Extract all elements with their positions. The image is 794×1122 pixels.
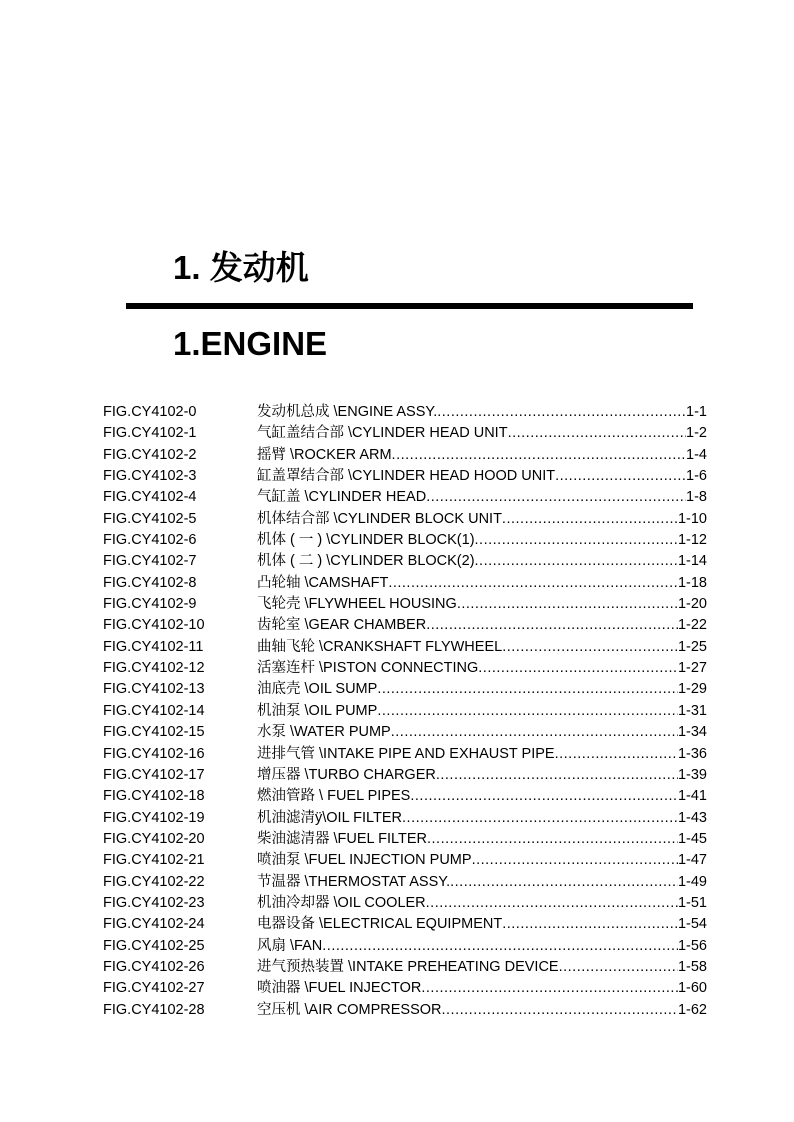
section-title: 水泵 \WATER PUMP xyxy=(257,724,391,741)
figure-number: FIG.CY4102-13 xyxy=(103,681,205,698)
toc-entry[interactable] xyxy=(103,530,707,551)
dot-leader xyxy=(555,744,678,765)
section-title: 机油冷却器 \OIL COOLER xyxy=(257,894,426,911)
toc-entry[interactable] xyxy=(103,914,707,935)
page-number: 1-22 xyxy=(677,617,707,634)
section-title: 燃油管路 \ FUEL PIPES xyxy=(257,788,411,805)
toc-entry[interactable] xyxy=(103,744,707,765)
entry-line xyxy=(257,829,707,850)
dot-leader xyxy=(322,936,678,957)
figure-number: FIG.CY4102-4 xyxy=(103,489,197,506)
entry-line xyxy=(257,551,707,572)
figure-number: FIG.CY4102-12 xyxy=(103,660,205,677)
toc-entry[interactable] xyxy=(103,1000,707,1021)
page-number: 1-51 xyxy=(677,894,707,911)
entry-line xyxy=(257,594,707,615)
toc-entry[interactable] xyxy=(103,594,707,615)
toc-entry[interactable] xyxy=(103,402,707,423)
section-title: 增压器 \TURBO CHARGER xyxy=(257,766,436,783)
figure-number: FIG.CY4102-0 xyxy=(103,404,197,420)
entry-line xyxy=(257,893,707,914)
section-title: 风扇 \FAN xyxy=(257,937,323,954)
dot-leader xyxy=(442,1000,678,1021)
toc-entry[interactable] xyxy=(103,765,707,786)
chapter-title-english: 1.ENGINE xyxy=(173,325,328,362)
entry-line xyxy=(257,701,707,722)
figure-number: FIG.CY4102-28 xyxy=(103,1001,205,1018)
toc-entry[interactable] xyxy=(103,637,707,658)
figure-number: FIG.CY4102-15 xyxy=(103,724,205,741)
entry-line xyxy=(257,765,707,786)
dot-leader xyxy=(472,850,678,871)
figure-number: FIG.CY4102-23 xyxy=(103,894,205,911)
figure-number: FIG.CY4102-24 xyxy=(103,916,205,933)
page-number: 1-6 xyxy=(686,468,707,485)
entry-line xyxy=(257,850,707,871)
entry-line xyxy=(257,679,707,700)
page-number: 1-49 xyxy=(677,873,707,890)
dot-leader xyxy=(475,530,678,551)
toc-entry[interactable] xyxy=(103,829,707,850)
dot-leader xyxy=(392,445,686,466)
toc-entry[interactable] xyxy=(103,850,707,871)
page-number: 1-8 xyxy=(686,489,707,506)
entry-line xyxy=(257,1000,707,1021)
dot-leader xyxy=(475,551,678,572)
figure-number: FIG.CY4102-5 xyxy=(103,510,197,527)
entry-line xyxy=(257,615,707,636)
section-title: 油底壳 \OIL SUMP xyxy=(257,681,378,698)
section-title: 机油泵 \OIL PUMP xyxy=(257,702,378,719)
title-divider xyxy=(126,303,693,309)
dot-leader xyxy=(457,594,678,615)
page-number: 1-10 xyxy=(677,510,707,527)
dot-leader xyxy=(502,914,678,935)
page-number: 1-41 xyxy=(677,788,707,805)
toc-entry[interactable] xyxy=(103,957,707,978)
figure-number: FIG.CY4102-3 xyxy=(103,468,197,485)
toc-entry[interactable] xyxy=(103,701,707,722)
toc-entry[interactable] xyxy=(103,615,707,636)
figure-number: FIG.CY4102-19 xyxy=(103,809,205,826)
section-title: 气缸盖 \CYLINDER HEAD xyxy=(257,489,427,506)
page-number: 1-18 xyxy=(677,574,707,591)
page-number: 1-14 xyxy=(677,553,707,570)
section-title: 缸盖罩结合部 \CYLINDER HEAD HOOD UNIT xyxy=(257,468,556,485)
section-title: 齿轮室 \GEAR CHAMBER xyxy=(257,617,427,634)
section-title: 节温器 \THERMOSTAT ASSY. xyxy=(257,873,451,890)
dot-leader xyxy=(427,829,678,850)
page-number: 1-58 xyxy=(677,958,707,975)
section-title: 电器设备 \ELECTRICAL EQUIPMENT xyxy=(257,916,503,933)
figure-number: FIG.CY4102-27 xyxy=(103,980,205,997)
section-title: 凸轮轴 \CAMSHAFT xyxy=(257,574,389,591)
toc-entry[interactable] xyxy=(103,466,707,487)
dot-leader xyxy=(391,722,678,743)
page-number: 1-36 xyxy=(677,745,707,762)
section-title: 气缸盖结合部 \CYLINDER HEAD UNIT xyxy=(257,425,508,442)
table-of-contents xyxy=(103,402,707,1021)
section-title: 进气预热装置 \INTAKE PREHEATING DEVICE xyxy=(257,958,559,975)
page-number: 1-34 xyxy=(677,724,707,741)
entry-line xyxy=(257,509,707,530)
page-number: 1-56 xyxy=(677,937,707,954)
section-title: 喷油泵 \FUEL INJECTION PUMP xyxy=(257,852,472,869)
dot-leader xyxy=(377,701,678,722)
section-title: 活塞连杆 \PISTON CONNECTING xyxy=(257,660,479,677)
toc-entry[interactable] xyxy=(103,509,707,530)
page-number: 1-27 xyxy=(677,660,707,677)
entry-line xyxy=(257,487,707,508)
section-title: 机油滤清ÿ\OIL FILTER xyxy=(257,809,403,826)
page-number: 1-4 xyxy=(686,446,707,463)
section-title: 进排气管 \INTAKE PIPE AND EXHAUST PIPE xyxy=(257,745,555,762)
entry-line xyxy=(257,786,707,807)
figure-number: FIG.CY4102-25 xyxy=(103,937,205,954)
figure-number: FIG.CY4102-16 xyxy=(103,745,205,762)
toc-entry[interactable] xyxy=(103,423,707,444)
entry-line xyxy=(257,573,707,594)
toc-entry[interactable] xyxy=(103,936,707,957)
dot-leader xyxy=(478,658,678,679)
page-number: 1-45 xyxy=(677,830,707,847)
entry-line xyxy=(257,914,707,935)
section-title: 摇臂 \ROCKER ARM xyxy=(257,446,392,463)
section-title: 喷油器 \FUEL INJECTOR xyxy=(257,980,422,997)
figure-number: FIG.CY4102-8 xyxy=(103,574,197,591)
section-title: 机体结合部 \CYLINDER BLOCK UNIT xyxy=(257,510,502,527)
dot-leader xyxy=(426,487,686,508)
toc-entry[interactable] xyxy=(103,722,707,743)
toc-entry[interactable] xyxy=(103,551,707,572)
section-title: 柴油滤清器 \FUEL FILTER xyxy=(257,830,427,847)
figure-number: FIG.CY4102-20 xyxy=(103,830,205,847)
dot-leader xyxy=(436,765,678,786)
entry-line xyxy=(257,722,707,743)
dot-leader xyxy=(421,978,678,999)
dot-leader xyxy=(450,872,678,893)
dot-leader xyxy=(502,637,678,658)
entry-line xyxy=(257,423,707,444)
page-number: 1-1 xyxy=(686,404,707,420)
dot-leader xyxy=(508,423,686,444)
figure-number: FIG.CY4102-11 xyxy=(103,638,204,655)
entry-line xyxy=(257,658,707,679)
dot-leader xyxy=(559,957,678,978)
entry-line xyxy=(257,637,707,658)
entry-line xyxy=(257,530,707,551)
page-number: 1-25 xyxy=(677,638,707,655)
section-title: 飞轮壳 \FLYWHEEL HOUSING xyxy=(257,596,457,613)
page-number: 1-29 xyxy=(677,681,707,698)
entry-line xyxy=(257,402,707,423)
toc-entry[interactable] xyxy=(103,872,707,893)
figure-number: FIG.CY4102-1 xyxy=(103,425,197,442)
toc-entry[interactable] xyxy=(103,679,707,700)
toc-entry[interactable] xyxy=(103,658,707,679)
page-number: 1-60 xyxy=(677,980,707,997)
figure-number: FIG.CY4102-17 xyxy=(103,766,205,783)
toc-entry[interactable] xyxy=(103,808,707,829)
page-number: 1-12 xyxy=(677,532,707,549)
figure-number: FIG.CY4102-14 xyxy=(103,702,205,719)
dot-leader xyxy=(555,466,686,487)
section-title: 发动机总成 \ENGINE ASSY. xyxy=(257,404,438,420)
toc-entry[interactable] xyxy=(103,786,707,807)
chapter-title-chinese: 1. 发动机 xyxy=(173,249,309,286)
section-title: 空压机 \AIR COMPRESSOR xyxy=(257,1001,442,1018)
dot-leader xyxy=(426,615,678,636)
entry-line xyxy=(257,445,707,466)
figure-number: FIG.CY4102-26 xyxy=(103,958,205,975)
figure-number: FIG.CY4102-7 xyxy=(103,553,197,570)
toc-entry[interactable] xyxy=(103,573,707,594)
dot-leader xyxy=(426,893,678,914)
page-number: 1-54 xyxy=(677,916,707,933)
page-number: 1-20 xyxy=(677,596,707,613)
dot-leader xyxy=(377,679,678,700)
section-title: 机体 ( 二 ) \CYLINDER BLOCK(2) xyxy=(257,553,475,570)
figure-number: FIG.CY4102-9 xyxy=(103,596,197,613)
entry-line xyxy=(257,872,707,893)
entry-line xyxy=(257,808,707,829)
dot-leader xyxy=(402,808,678,829)
page-number: 1-2 xyxy=(686,425,707,442)
figure-number: FIG.CY4102-10 xyxy=(103,617,205,634)
page-number: 1-47 xyxy=(677,852,707,869)
section-title: 机体 ( 一 ) \CYLINDER BLOCK(1) xyxy=(257,532,475,549)
figure-number: FIG.CY4102-21 xyxy=(103,852,205,869)
entry-line xyxy=(257,978,707,999)
dot-leader xyxy=(388,573,678,594)
page-number: 1-31 xyxy=(677,702,707,719)
figure-number: FIG.CY4102-22 xyxy=(103,873,205,890)
page-number: 1-39 xyxy=(677,766,707,783)
section-title: 曲轴飞轮 \CRANKSHAFT FLYWHEEL xyxy=(257,638,503,655)
entry-line xyxy=(257,744,707,765)
dot-leader xyxy=(502,509,678,530)
entry-line xyxy=(257,466,707,487)
entry-line xyxy=(257,936,707,957)
figure-number: FIG.CY4102-18 xyxy=(103,788,205,805)
figure-number: FIG.CY4102-6 xyxy=(103,532,197,549)
toc-entry[interactable] xyxy=(103,487,707,508)
dot-leader xyxy=(437,402,686,423)
entry-line xyxy=(257,957,707,978)
toc-entry[interactable] xyxy=(103,978,707,999)
toc-entry[interactable] xyxy=(103,445,707,466)
dot-leader xyxy=(410,786,678,807)
toc-entry[interactable] xyxy=(103,893,707,914)
page-number: 1-62 xyxy=(677,1001,707,1018)
figure-number: FIG.CY4102-2 xyxy=(103,446,197,463)
page-number: 1-43 xyxy=(677,809,707,826)
